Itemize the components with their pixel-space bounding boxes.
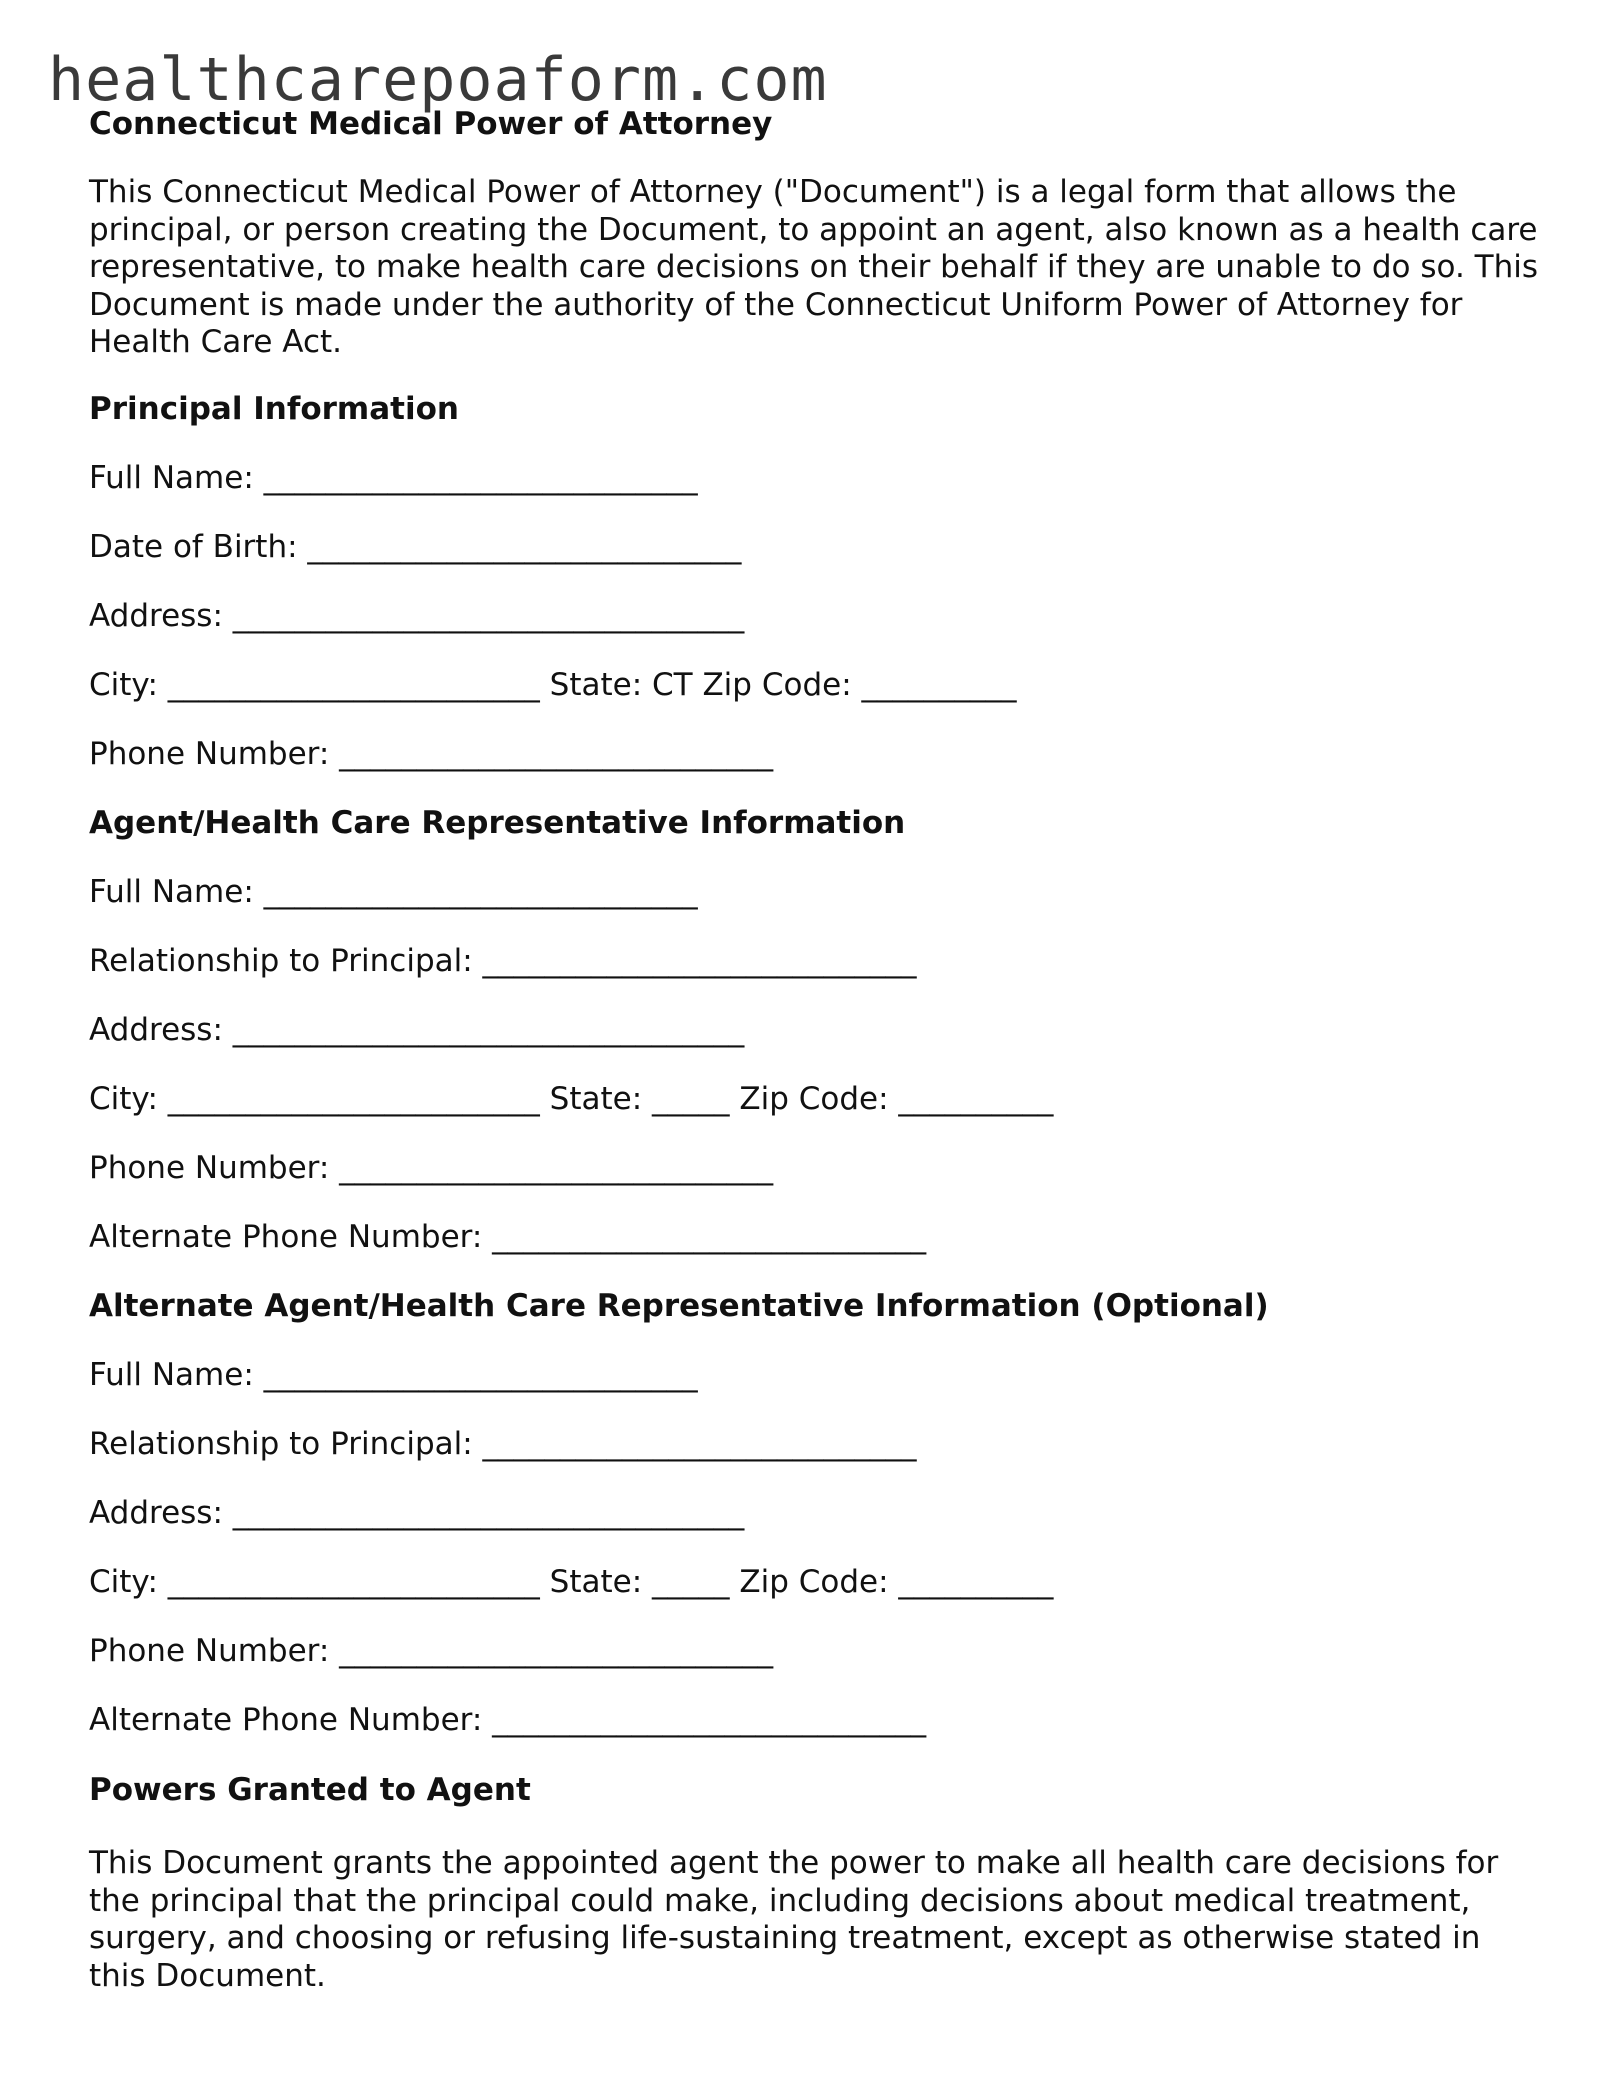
alternate-agent-city-state-zip-field[interactable]: City: ________________________ State: _____ Zip Code: __________ [89,1564,1054,1600]
document-title: Connecticut Medical Power of Attorney [89,106,773,142]
alternate-agent-phone-field[interactable]: Phone Number: ____________________________ [89,1633,774,1669]
alternate-agent-heading: Alternate Agent/Health Care Representative Information (Optional) [89,1288,1269,1324]
alternate-agent-alt-phone-field[interactable]: Alternate Phone Number: ____________________________ [89,1702,927,1738]
agent-alt-phone-field[interactable]: Alternate Phone Number: ____________________________ [89,1219,927,1255]
alternate-agent-relationship-field[interactable]: Relationship to Principal: ____________________________ [89,1426,917,1462]
agent-address-field[interactable]: Address: _________________________________ [89,1012,745,1048]
principal-heading: Principal Information [89,391,459,427]
agent-relationship-field[interactable]: Relationship to Principal: ____________________________ [89,943,917,979]
agent-phone-field[interactable]: Phone Number: ____________________________ [89,1150,774,1186]
site-watermark: healthcarepoaform.com [48,45,828,115]
agent-heading: Agent/Health Care Representative Information [89,805,906,841]
alternate-agent-address-field[interactable]: Address: _________________________________ [89,1495,745,1531]
powers-heading: Powers Granted to Agent [89,1772,531,1808]
principal-city-state-zip-field[interactable]: City: ________________________ State: CT Zip Code: __________ [89,667,1017,703]
alternate-agent-full-name-field[interactable]: Full Name: ____________________________ [89,1357,698,1393]
agent-city-state-zip-field[interactable]: City: ________________________ State: _____ Zip Code: __________ [89,1081,1054,1117]
agent-full-name-field[interactable]: Full Name: ____________________________ [89,874,698,910]
principal-address-field[interactable]: Address: _________________________________ [89,598,745,634]
principal-phone-field[interactable]: Phone Number: ____________________________ [89,736,774,772]
intro-paragraph: This Connecticut Medical Power of Attorney ("Document") is a legal form that allows the principal, or person creating the Document, to appoint an agent, also known as a health care representative, to make health care decisions on their behalf if they are unable to do so. This Document is made under the authority of the Connecticut Uniform Power of Attorney for Health Care Act. [89,174,1538,360]
principal-dob-field[interactable]: Date of Birth: ____________________________ [89,529,742,565]
principal-full-name-field[interactable]: Full Name: ____________________________ [89,460,698,496]
powers-paragraph: This Document grants the appointed agent the power to make all health care decisions for the principal that the principal could make, including decisions about medical treatment, surgery, and choosing or refusing life-sustaining treatment, except as otherwise stated in this Document. [89,1845,1499,1994]
